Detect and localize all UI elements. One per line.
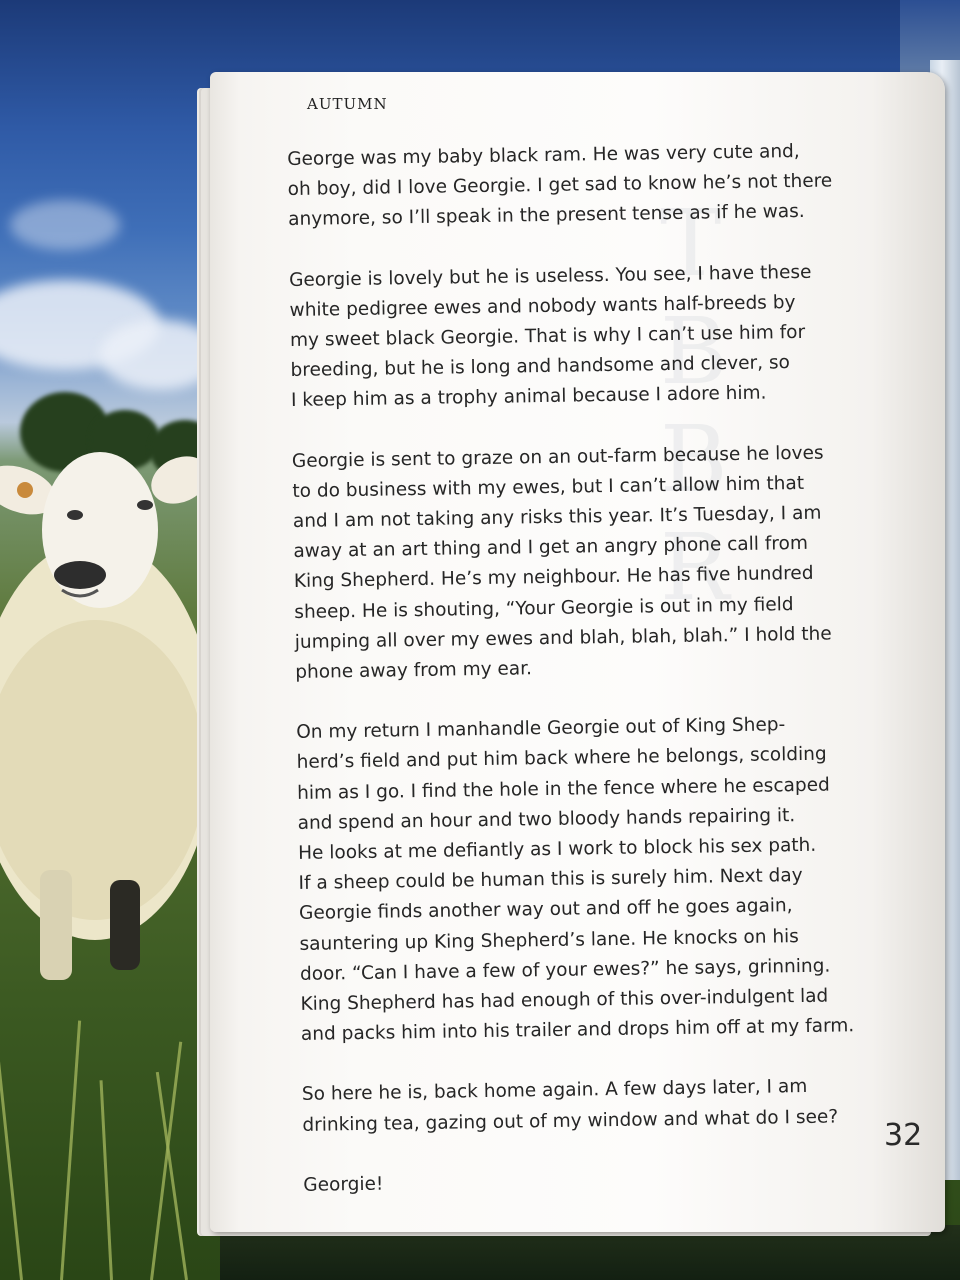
text-line: He looks at me defiantly as I work to block his sex path. [297, 834, 817, 864]
body-text [287, 136, 864, 1231]
text-line: King Shepherd has had enough of this over-indulgent lad [300, 985, 829, 1015]
text-line: drinking tea, gazing out of my window and what do I see? [302, 1106, 839, 1136]
text-line: herd’s field and put him back where he belongs, scolding [296, 744, 827, 774]
text-line: If a sheep could be human this is surely him. Next day [298, 865, 803, 895]
grass [0, 1061, 23, 1280]
paragraph [303, 1162, 863, 1201]
text-line: So here he is, back home again. A few days later, I am [301, 1076, 808, 1106]
text-line: to do business with my ewes, but I can’t allow him that [292, 472, 805, 502]
text-line: phone away from my ear. [295, 658, 533, 683]
text-line: jumping all over my ewes and blah, blah, blah.” I hold the [294, 623, 832, 653]
text-line: breeding, but he is long and handsome and clever, so [290, 352, 791, 382]
text-line: King Shepherd. He’s my neighbour. He has five hundred [293, 563, 814, 593]
cloud [10, 200, 120, 250]
text-line: sheep. He is shouting, “Your Georgie is out in my field [294, 593, 794, 623]
text-line: sauntering up King Shepherd’s lane. He knocks on his [299, 925, 800, 955]
text-line: my sweet black Georgie. That is why I can’t use him for [289, 321, 806, 351]
paragraph [287, 136, 848, 235]
text-line: anymore, so I’ll speak in the present tense as if he was. [288, 201, 805, 231]
text-line: and spend an hour and two bloody hands repairing it. [297, 804, 796, 834]
sheep-illustration [0, 440, 230, 1000]
text-line: Georgie finds another way out and off he goes again, [298, 895, 793, 925]
grass [150, 1042, 182, 1280]
text-line: Georgie is lovely but he is useless. You see, I have these [288, 261, 812, 291]
text-line: oh boy, did I love Georgie. I get sad to know he’s not there [287, 170, 833, 201]
text-line: and packs him into his trailer and drops him off at my farm. [300, 1015, 855, 1046]
text-line: white pedigree ewes and nobody wants half-breeds by [289, 291, 796, 321]
text-line: George was my baby black ram. He was very cute and, [287, 140, 800, 170]
text-line: away at an art thing and I get an angry phone call from [293, 533, 809, 563]
text-line: Georgie is sent to graze on an out-farm because he loves [291, 442, 824, 472]
grass [60, 1021, 81, 1280]
text-line: I keep him as a trophy animal because I adore him. [290, 382, 767, 412]
text-line: door. “Can I have a few of your ewes?” he says, grinning. [299, 955, 831, 985]
paragraph [292, 438, 856, 688]
text-line: On my return I manhandle Georgie out of King Shep- [296, 714, 786, 744]
text-line: and I am not taking any risks this year. It’s Tuesday, I am [292, 502, 822, 532]
text-line: Georgie! [303, 1173, 384, 1196]
show-through-text: T B B R [660, 190, 734, 621]
text-line: him as I go. I find the hole in the fence where he escaped [297, 774, 830, 804]
page-number: 32 [884, 1118, 923, 1153]
paragraph [302, 1072, 863, 1141]
grass [100, 1080, 113, 1280]
section-header: AUTUMN [307, 95, 388, 113]
paragraph [296, 709, 861, 1050]
paragraph [289, 257, 851, 417]
